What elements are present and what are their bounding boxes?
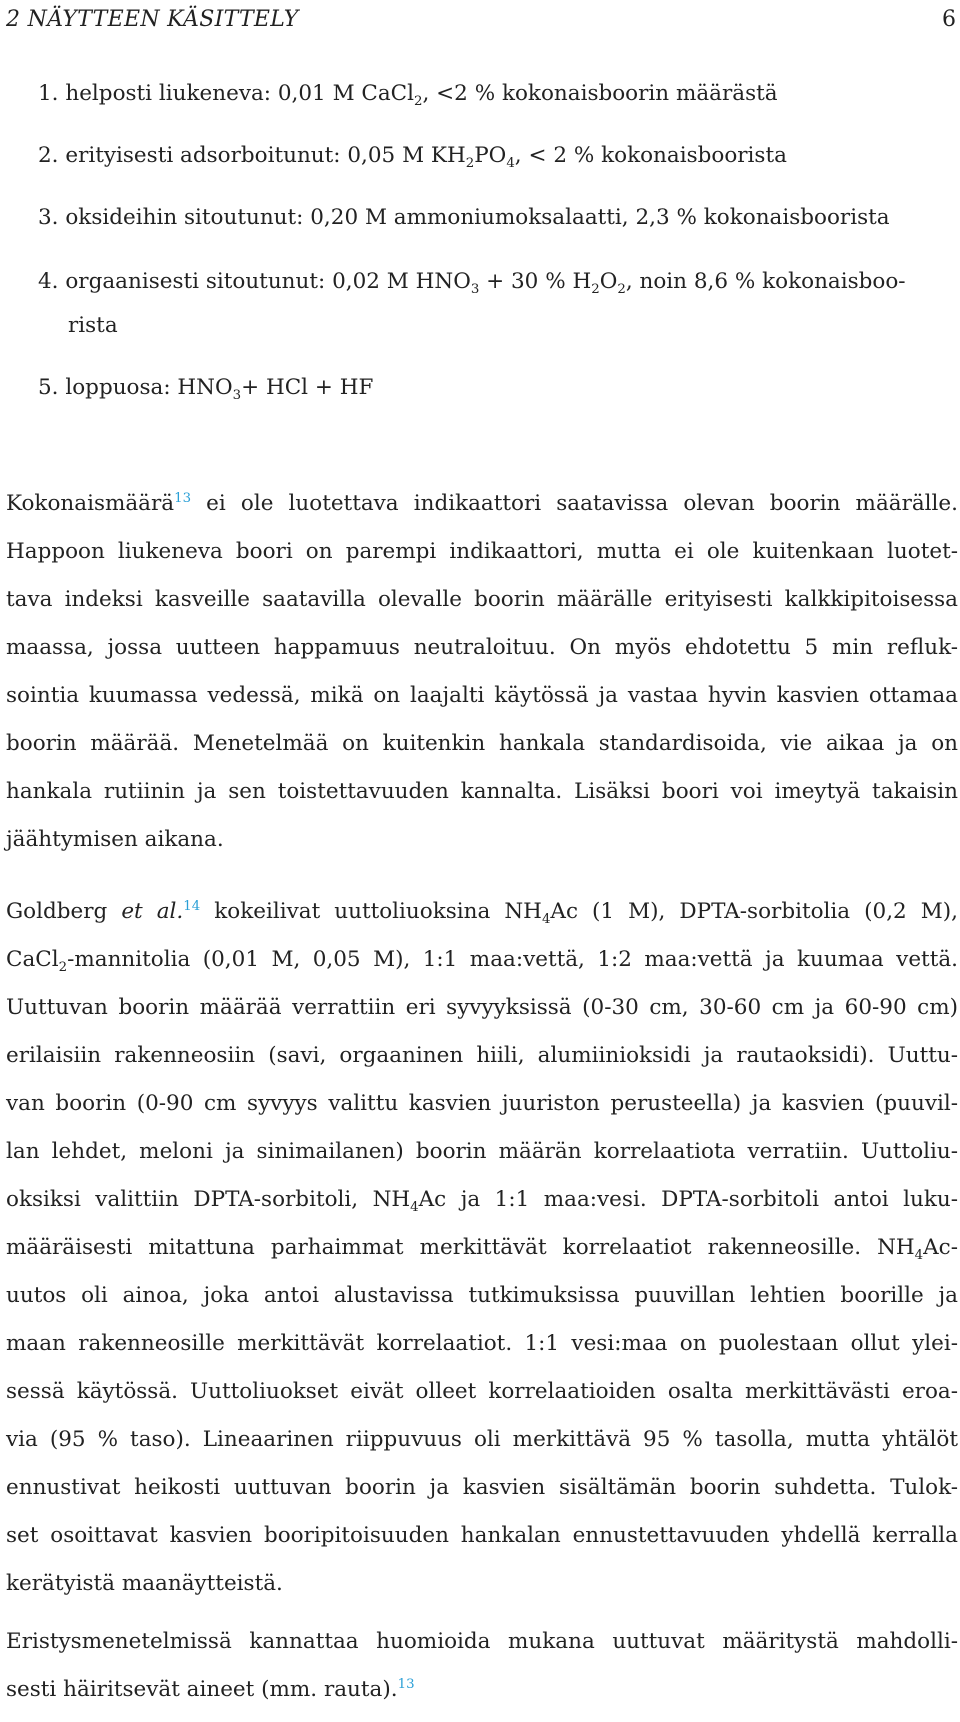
text-line: Uuttuvan boorin määrää verrattiin eri syvyyksissä (0-30 cm, 30-60 cm ja 60-90 cm)	[6, 995, 958, 1020]
text-line: Happoon liukeneva boori on parempi indikaattori, mutta ei ole kuitenkaan luotet-	[6, 539, 958, 564]
text-line: van boorin (0-90 cm syvyys valittu kasvien juuriston perusteella) ja kasvien (puuvil-	[6, 1091, 958, 1116]
text-line: sessä käytössä. Uuttoliuokset eivät olleet korrelaatioiden osalta merkittävästi eroa-	[6, 1379, 958, 1404]
list-item: 3. oksideihin sitoutunut: 0,20 M ammoniumoksalaatti, 2,3 % kokonaisboorista	[38, 205, 890, 230]
text-line: Kokonaismäärä$^{13}$ ei ole luotettava indikaattori saatavissa olevan boorin määrälle.	[6, 491, 958, 516]
list-item: 5. loppuosa: $HNO_3+$ HCl + HF	[38, 375, 374, 404]
paragraph-interferences	[6, 1618, 958, 1714]
text-line: ennustivat heikosti uuttuvan boorin ja kasvien sisältämän boorin suhdetta. Tulok-	[6, 1475, 958, 1500]
text-line: via (95 % taso). Lineaarinen riippuvuus oli merkittävä 95 % tasolla, mutta yhtälöt	[6, 1427, 958, 1452]
text-line: tava indeksi kasveille saatavilla olevalle boorin määrälle erityisesti kalkkipitoisessa	[6, 587, 958, 612]
text-line: lan lehdet, meloni ja sinimailanen) boorin määrän korrelaatiota verratiin. Uuttoliu-	[6, 1139, 958, 1164]
paragraph-total-boron	[6, 480, 958, 864]
text-line: maassa, jossa uutteen happamuus neutraloituu. On myös ehdotettu 5 min refluk-	[6, 635, 958, 660]
list-item: 4. orgaanisesti sitoutunut: 0,02 M $HNO_3 + 30$ % $H_2O_2$, noin 8,6 % kokonaisboo-	[38, 269, 906, 298]
text-line: sointia kuumassa vedessä, mikä on laajalti käytössä ja vastaa hyvin kasvien ottamaa	[6, 683, 958, 708]
citation-14[interactable]: 14	[183, 899, 201, 915]
list-item-continuation: rista	[68, 313, 118, 338]
page-number: 6	[942, 7, 956, 32]
paragraph-goldberg	[6, 888, 958, 1608]
chapter-title: 2 NÄYTTEEN KÄSITTELY	[6, 7, 299, 32]
running-head	[6, 2, 956, 38]
text-line: kerätyistä maanäytteistä.	[6, 1571, 283, 1596]
text-line: boorin määrää. Menetelmää on kuitenkin hankala standardisoida, vie aikaa ja on	[6, 731, 958, 756]
citation-13[interactable]: 13	[397, 1677, 415, 1693]
text-line: oksiksi valittiin DPTA-sorbitoli, $NH_4Ac$ ja 1:1 maa:vesi. DPTA-sorbitoli antoi luku-	[6, 1187, 958, 1216]
text-line: Eristysmenetelmissä kannattaa huomioida mukana uuttuvat määritystä mahdolli-	[6, 1629, 958, 1654]
text-line: uutos oli ainoa, joka antoi alustavissa tutkimuksissa puuvillan lehtien boorille ja	[6, 1283, 958, 1308]
text-line: hankala rutiinin ja sen toistettavuuden kannalta. Lisäksi boori voi imeytyä takaisin	[6, 779, 958, 804]
text-line: jäähtymisen aikana.	[6, 827, 224, 852]
text-line: Goldberg et al.$^{14}$ kokeilivat uuttoliuoksina $NH_4Ac$ (1 M), DPTA-sorbitolia (0,2 M),	[6, 899, 958, 928]
text-line: määräisesti mitattuna parhaimmat merkittävät korrelaatiot rakenneosille. $NH_4Ac-$	[6, 1235, 958, 1264]
text-line: set osoittavat kasvien booripitoisuuden hankalan ennustettavuuden yhdellä kerralla	[6, 1523, 958, 1548]
list-item: 1. helposti liukeneva: 0,01 M CaCl$_2$, <2 % kokonaisboorin määrästä	[38, 81, 778, 110]
list-item: 2. erityisesti adsorboitunut: 0,05 M $KH_2PO_4$, < 2 % kokonaisboorista	[38, 143, 787, 172]
text-line: sesti häiritsevät aineet (mm. rauta).$^{13}$	[6, 1677, 415, 1702]
citation-13[interactable]: 13	[174, 491, 192, 507]
text-line: erilaisiin rakenneosiin (savi, orgaaninen hiili, alumiinioksidi ja rautaoksidi). Uuttu-	[6, 1043, 958, 1068]
text-line: maan rakenneosille merkittävät korrelaatiot. 1:1 vesi:maa on puolestaan ollut ylei-	[6, 1331, 958, 1356]
text-line: CaCl$_2$-mannitolia (0,01 M, 0,05 M), 1:1 maa:vettä, 1:2 maa:vettä ja kuumaa vettä.	[6, 947, 958, 976]
